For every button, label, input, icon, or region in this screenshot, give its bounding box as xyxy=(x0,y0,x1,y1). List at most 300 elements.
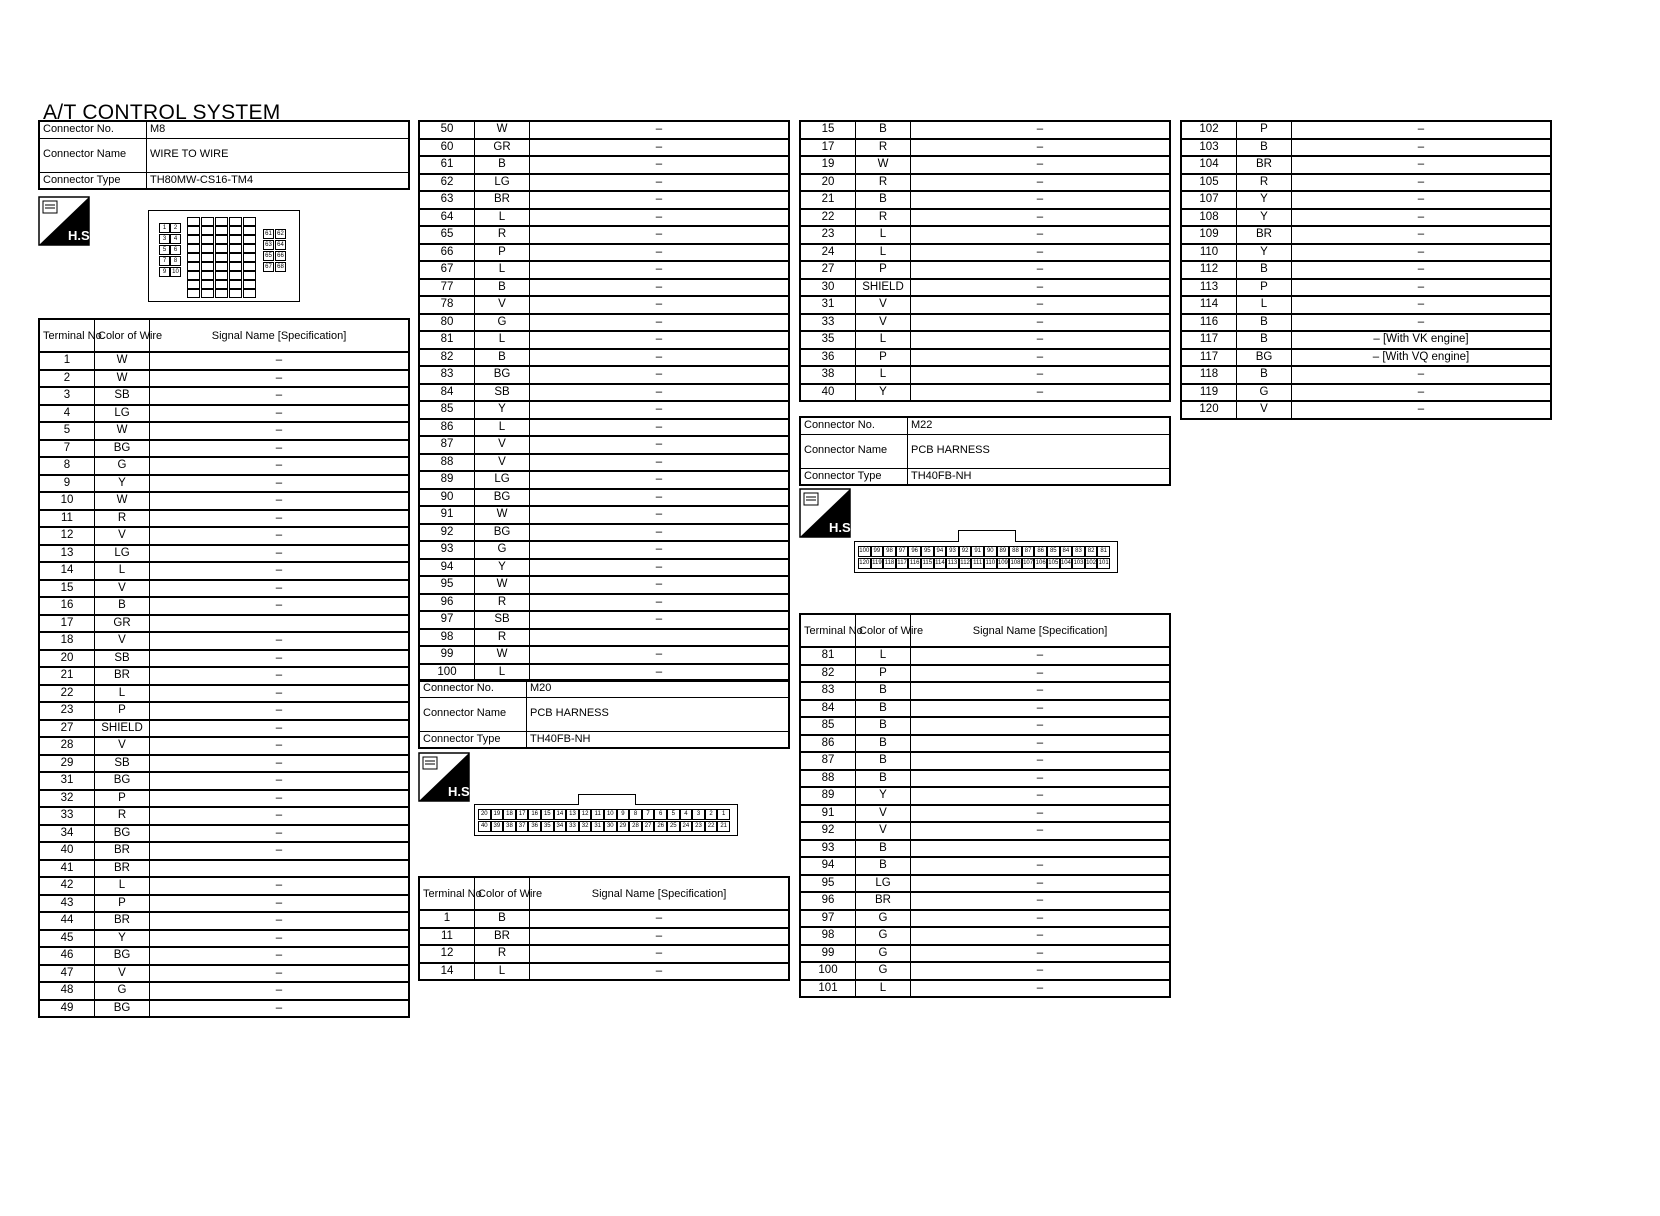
signal-name-cell: – [With VK engine] xyxy=(1292,331,1552,349)
wire-color-cell: R xyxy=(856,174,911,192)
table-row xyxy=(419,279,789,297)
wire-color-cell: L xyxy=(475,331,530,349)
table-row xyxy=(800,945,1170,963)
terminal-no-cell: 45 xyxy=(39,930,95,948)
pin-cell: 31 xyxy=(591,821,604,832)
wire-color-cell: V xyxy=(856,296,911,314)
pin-cell xyxy=(229,289,242,298)
terminal-no-cell: 95 xyxy=(419,576,475,594)
terminal-no-cell: 1 xyxy=(39,352,95,370)
wire-color-cell: SB xyxy=(95,650,150,668)
pin-cell: 82 xyxy=(1085,546,1098,557)
signal-name-cell: – xyxy=(150,685,410,703)
wire-color-cell: L xyxy=(475,419,530,437)
pin-cell xyxy=(187,244,200,253)
signal-name-cell: – xyxy=(1292,314,1552,332)
wire-color-cell: L xyxy=(475,261,530,279)
terminal-no-cell: 100 xyxy=(419,664,475,682)
table-row xyxy=(39,387,409,405)
pin-cell: 105 xyxy=(1047,558,1060,569)
terminal-no-cell: 93 xyxy=(800,840,856,858)
signal-name-cell: – xyxy=(1292,139,1552,157)
wire-color-cell: P xyxy=(475,244,530,262)
table-row xyxy=(800,296,1170,314)
table-row xyxy=(800,822,1170,840)
terminal-no-cell: 83 xyxy=(800,682,856,700)
signal-name-cell: – xyxy=(530,928,790,946)
table-row xyxy=(419,314,789,332)
signal-name-cell: – xyxy=(150,422,410,440)
pin-cell: 28 xyxy=(629,821,642,832)
table-row xyxy=(419,384,789,402)
wire-color-cell: P xyxy=(95,702,150,720)
terminal-no-cell: 67 xyxy=(419,261,475,279)
table-row xyxy=(800,840,1170,858)
pin-cell: 3 xyxy=(692,809,705,820)
pin-cell: 32 xyxy=(579,821,592,832)
table-row xyxy=(419,209,789,227)
signal-name-cell: – xyxy=(530,541,790,559)
terminal-no-cell: 15 xyxy=(800,121,856,139)
pin-cell: 20 xyxy=(478,809,491,820)
table-row xyxy=(39,877,409,895)
terminal-no-cell: 82 xyxy=(419,349,475,367)
wire-color-cell: BG xyxy=(1237,349,1292,367)
signal-name-cell: – xyxy=(530,226,790,244)
wire-color-cell: W xyxy=(95,352,150,370)
terminal-no-cell: 91 xyxy=(419,506,475,524)
terminal-no-header: Terminal No. xyxy=(800,614,856,647)
signal-name-cell: – xyxy=(1292,244,1552,262)
signal-name-cell: – xyxy=(150,825,410,843)
terminal-no-cell: 21 xyxy=(800,191,856,209)
signal-name-cell: – xyxy=(530,664,790,682)
pin-cell xyxy=(201,253,214,262)
column-2-m20-table xyxy=(418,876,790,981)
table-row xyxy=(800,805,1170,823)
pin-cell xyxy=(201,217,214,226)
terminal-no-cell: 86 xyxy=(419,419,475,437)
wire-color-cell: B xyxy=(1237,366,1292,384)
terminal-no-cell: 15 xyxy=(39,580,95,598)
wire-color-cell: SB xyxy=(95,755,150,773)
connector-name-value: WIRE TO WIRE xyxy=(147,138,410,172)
column-3-m22-table xyxy=(799,613,1171,998)
wire-color-cell: V xyxy=(856,314,911,332)
terminal-no-cell: 2 xyxy=(39,370,95,388)
terminal-table-m22-cont xyxy=(1180,120,1552,420)
terminal-no-cell: 80 xyxy=(419,314,475,332)
table-row xyxy=(1181,384,1551,402)
table-row xyxy=(1181,226,1551,244)
wire-color-cell: B xyxy=(475,156,530,174)
pin-cell: 5 xyxy=(667,809,680,820)
pin-cell: 23 xyxy=(692,821,705,832)
pin-cell xyxy=(215,271,228,280)
wire-color-cell: R xyxy=(856,139,911,157)
pin-cell xyxy=(243,262,256,271)
wire-color-cell: BG xyxy=(475,366,530,384)
pin-cell xyxy=(187,217,200,226)
signal-name-cell: – xyxy=(150,790,410,808)
signal-name-cell: – xyxy=(530,611,790,629)
pin-cell xyxy=(243,217,256,226)
pin-cell: 99 xyxy=(871,546,884,557)
signal-name-cell: – xyxy=(911,121,1171,139)
terminal-no-cell: 31 xyxy=(800,296,856,314)
terminal-no-cell: 92 xyxy=(800,822,856,840)
wire-color-cell: V xyxy=(856,805,911,823)
table-row xyxy=(800,139,1170,157)
terminal-table-m8 xyxy=(38,318,410,1018)
signal-name-cell: – xyxy=(150,527,410,545)
wire-color-cell: R xyxy=(475,226,530,244)
table-row xyxy=(1181,121,1551,139)
table-row xyxy=(419,401,789,419)
terminal-no-cell: 94 xyxy=(419,559,475,577)
terminal-no-cell: 12 xyxy=(39,527,95,545)
signal-name-cell: – xyxy=(911,962,1171,980)
column-4-table xyxy=(1180,120,1552,420)
signal-name-cell: – xyxy=(1292,296,1552,314)
pin-cell: 119 xyxy=(871,558,884,569)
connector-m22-latch xyxy=(958,530,1016,542)
signal-name-cell: – xyxy=(150,930,410,948)
signal-name-cell: – xyxy=(150,405,410,423)
pin-cell xyxy=(215,226,228,235)
signal-name-cell: – xyxy=(1292,209,1552,227)
terminal-no-cell: 90 xyxy=(419,489,475,507)
pin-cell xyxy=(229,262,242,271)
table-row xyxy=(800,980,1170,998)
signal-name-cell: – xyxy=(530,244,790,262)
terminal-no-cell: 62 xyxy=(419,174,475,192)
pin-cell: 24 xyxy=(680,821,693,832)
signal-header: Signal Name [Specification] xyxy=(530,877,790,910)
wire-color-cell: W xyxy=(95,422,150,440)
wire-color-cell: Y xyxy=(856,384,911,402)
signal-name-cell: – xyxy=(150,457,410,475)
terminal-no-cell: 60 xyxy=(419,139,475,157)
terminal-no-cell: 3 xyxy=(39,387,95,405)
connector-no-label: Connector No. xyxy=(39,121,147,138)
wire-color-cell: L xyxy=(475,664,530,682)
pin-cell: 63 xyxy=(263,240,274,250)
wire-color-cell: B xyxy=(856,191,911,209)
table-row xyxy=(800,156,1170,174)
terminal-no-cell: 116 xyxy=(1181,314,1237,332)
pin-cell: 7 xyxy=(642,809,655,820)
pin-cell xyxy=(187,280,200,289)
signal-name-cell: – xyxy=(530,489,790,507)
wire-color-cell: P xyxy=(1237,279,1292,297)
signal-name-cell: – xyxy=(530,296,790,314)
table-row xyxy=(39,772,409,790)
pin-cell: 6 xyxy=(170,245,181,255)
terminal-no-cell: 13 xyxy=(39,545,95,563)
table-row xyxy=(419,506,789,524)
terminal-no-cell: 42 xyxy=(39,877,95,895)
signal-name-cell: – xyxy=(1292,261,1552,279)
terminal-no-cell: 5 xyxy=(39,422,95,440)
wire-color-cell: B xyxy=(856,735,911,753)
hs-badge-m22 xyxy=(799,488,855,538)
pin-cell xyxy=(215,280,228,289)
wire-color-cell: G xyxy=(475,541,530,559)
terminal-no-cell: 82 xyxy=(800,665,856,683)
wire-color-cell: Y xyxy=(1237,191,1292,209)
pin-cell xyxy=(215,244,228,253)
table-row xyxy=(419,261,789,279)
connector-no-value: M22 xyxy=(908,417,1171,434)
signal-name-cell: – xyxy=(150,387,410,405)
wire-color-cell: LG xyxy=(475,471,530,489)
terminal-no-cell: 1 xyxy=(419,910,475,928)
table-row xyxy=(1181,314,1551,332)
pin-cell: 22 xyxy=(705,821,718,832)
wire-color-cell: BR xyxy=(95,667,150,685)
signal-name-cell: – xyxy=(911,665,1171,683)
wire-color-cell: Y xyxy=(95,475,150,493)
pin-cell xyxy=(243,235,256,244)
pin-cell xyxy=(187,271,200,280)
wire-color-cell: L xyxy=(475,209,530,227)
wire-color-cell: W xyxy=(95,492,150,510)
table-row xyxy=(39,1000,409,1018)
signal-name-cell: – [With VQ engine] xyxy=(1292,349,1552,367)
pin-cell: 6 xyxy=(654,809,667,820)
terminal-no-cell: 120 xyxy=(1181,401,1237,419)
signal-name-cell: – xyxy=(911,787,1171,805)
connector-name-value: PCB HARNESS xyxy=(527,697,790,731)
table-row xyxy=(419,611,789,629)
pin-cell: 109 xyxy=(997,558,1010,569)
pin-cell xyxy=(187,289,200,298)
table-row xyxy=(39,615,409,633)
table-row xyxy=(800,279,1170,297)
column-2-table xyxy=(418,120,790,682)
signal-name-cell: – xyxy=(911,700,1171,718)
signal-name-cell: – xyxy=(911,261,1171,279)
wire-color-cell: L xyxy=(856,226,911,244)
table-row xyxy=(800,700,1170,718)
connector-type-value: TH40FB-NH xyxy=(527,731,790,748)
terminal-no-cell: 103 xyxy=(1181,139,1237,157)
table-row xyxy=(800,875,1170,893)
table-row xyxy=(39,965,409,983)
table-row xyxy=(39,650,409,668)
pin-cell: 8 xyxy=(629,809,642,820)
wire-color-cell: B xyxy=(856,840,911,858)
table-row xyxy=(800,787,1170,805)
connector-name-label: Connector Name xyxy=(419,697,527,731)
pin-cell: 84 xyxy=(1060,546,1073,557)
signal-name-cell: – xyxy=(911,910,1171,928)
table-row xyxy=(419,191,789,209)
wire-color-cell: SB xyxy=(475,611,530,629)
pin-cell: 16 xyxy=(528,809,541,820)
terminal-no-cell: 28 xyxy=(39,737,95,755)
terminal-no-cell: 4 xyxy=(39,405,95,423)
signal-name-cell xyxy=(911,840,1171,858)
wire-color-cell: L xyxy=(856,980,911,998)
wire-color-cell: R xyxy=(95,807,150,825)
table-row xyxy=(419,910,789,928)
table-row xyxy=(419,928,789,946)
connector-name-label: Connector Name xyxy=(800,434,908,468)
wire-color-cell: B xyxy=(856,700,911,718)
terminal-no-cell: 89 xyxy=(419,471,475,489)
pin-cell xyxy=(229,244,242,253)
terminal-no-cell: 22 xyxy=(39,685,95,703)
pin-cell: 89 xyxy=(997,546,1010,557)
signal-name-cell: – xyxy=(150,772,410,790)
table-row xyxy=(800,752,1170,770)
terminal-no-cell: 98 xyxy=(800,927,856,945)
column-1-table xyxy=(38,318,410,1018)
terminal-no-cell: 104 xyxy=(1181,156,1237,174)
pin-cell xyxy=(201,235,214,244)
signal-name-cell: – xyxy=(150,720,410,738)
signal-name-cell xyxy=(150,860,410,878)
terminal-no-cell: 81 xyxy=(419,331,475,349)
terminal-no-cell: 100 xyxy=(800,962,856,980)
pin-cell: 10 xyxy=(604,809,617,820)
wire-color-cell: BG xyxy=(475,489,530,507)
column-3-table xyxy=(799,120,1171,402)
terminal-no-cell: 24 xyxy=(800,244,856,262)
signal-name-cell: – xyxy=(150,737,410,755)
signal-name-cell: – xyxy=(530,594,790,612)
table-row xyxy=(39,860,409,878)
wire-color-cell: R xyxy=(475,594,530,612)
pin-cell: 101 xyxy=(1097,558,1110,569)
wire-color-cell: B xyxy=(856,770,911,788)
signal-name-cell: – xyxy=(530,559,790,577)
terminal-no-cell: 78 xyxy=(419,296,475,314)
terminal-no-cell: 98 xyxy=(419,629,475,647)
wire-color-cell: BR xyxy=(475,928,530,946)
pin-cell: 34 xyxy=(554,821,567,832)
svg-text:H.S.: H.S. xyxy=(68,228,94,243)
terminal-no-cell: 101 xyxy=(800,980,856,998)
pin-cell: 83 xyxy=(1072,546,1085,557)
terminal-no-cell: 65 xyxy=(419,226,475,244)
signal-name-cell: – xyxy=(530,524,790,542)
signal-name-cell: – xyxy=(150,562,410,580)
pin-cell: 120 xyxy=(858,558,871,569)
table-row xyxy=(419,226,789,244)
terminal-no-cell: 16 xyxy=(39,597,95,615)
table-row xyxy=(800,857,1170,875)
signal-name-cell: – xyxy=(911,314,1171,332)
table-row xyxy=(800,121,1170,139)
terminal-no-cell: 88 xyxy=(800,770,856,788)
table-row xyxy=(39,720,409,738)
signal-name-cell: – xyxy=(530,349,790,367)
wire-color-cell: Y xyxy=(475,559,530,577)
pin-cell: 4 xyxy=(170,234,181,244)
signal-name-cell: – xyxy=(530,121,790,139)
table-row xyxy=(1181,174,1551,192)
pin-cell: 2 xyxy=(705,809,718,820)
pin-cell: 38 xyxy=(503,821,516,832)
signal-name-cell: – xyxy=(911,805,1171,823)
wire-color-cell: V xyxy=(95,632,150,650)
connector-m22-info xyxy=(799,416,1171,486)
signal-name-cell: – xyxy=(150,352,410,370)
terminal-no-cell: 36 xyxy=(800,349,856,367)
signal-name-cell: – xyxy=(911,139,1171,157)
terminal-table-m20-cont xyxy=(799,120,1171,402)
table-row xyxy=(419,174,789,192)
connector-m20-block xyxy=(418,679,790,749)
pin-cell: 112 xyxy=(959,558,972,569)
signal-name-cell: – xyxy=(911,857,1171,875)
signal-name-cell: – xyxy=(150,895,410,913)
wire-color-cell: Y xyxy=(856,787,911,805)
wire-color-cell: G xyxy=(95,982,150,1000)
signal-name-cell: – xyxy=(911,752,1171,770)
pin-cell: 114 xyxy=(934,558,947,569)
signal-name-cell: – xyxy=(530,279,790,297)
wire-color-cell: B xyxy=(856,857,911,875)
hs-badge-m20 xyxy=(418,752,474,802)
table-row xyxy=(39,492,409,510)
pin-cell xyxy=(243,253,256,262)
table-row xyxy=(1181,349,1551,367)
pin-cell: 12 xyxy=(579,809,592,820)
terminal-no-cell: 85 xyxy=(800,717,856,735)
pin-cell: 100 xyxy=(858,546,871,557)
signal-name-cell: – xyxy=(911,209,1171,227)
terminal-no-cell: 112 xyxy=(1181,261,1237,279)
signal-name-cell: – xyxy=(150,912,410,930)
terminal-no-cell: 97 xyxy=(800,910,856,928)
pin-cell xyxy=(215,262,228,271)
terminal-no-cell: 12 xyxy=(419,945,475,963)
wire-color-cell: BG xyxy=(95,1000,150,1018)
wire-color-cell: B xyxy=(95,597,150,615)
signal-name-cell: – xyxy=(911,156,1171,174)
signal-name-cell: – xyxy=(150,545,410,563)
connector-m20-latch xyxy=(578,794,636,805)
table-row xyxy=(1181,366,1551,384)
wire-color-cell: L xyxy=(95,877,150,895)
pin-cell xyxy=(187,253,200,262)
pin-cell: 91 xyxy=(971,546,984,557)
wire-color-cell: P xyxy=(95,895,150,913)
signal-name-cell: – xyxy=(1292,121,1552,139)
table-row xyxy=(39,947,409,965)
terminal-no-cell: 49 xyxy=(39,1000,95,1018)
connector-type-label: Connector Type xyxy=(39,172,147,189)
terminal-no-cell: 18 xyxy=(39,632,95,650)
connector-type-value: TH40FB-NH xyxy=(908,468,1171,485)
signal-name-cell: – xyxy=(150,440,410,458)
pin-cell: 107 xyxy=(1022,558,1035,569)
terminal-no-cell: 8 xyxy=(39,457,95,475)
table-row xyxy=(39,457,409,475)
terminal-no-cell: 23 xyxy=(39,702,95,720)
table-row xyxy=(800,647,1170,665)
terminal-no-cell: 118 xyxy=(1181,366,1237,384)
terminal-no-cell: 87 xyxy=(419,436,475,454)
terminal-no-cell: 33 xyxy=(39,807,95,825)
signal-name-cell: – xyxy=(530,401,790,419)
pin-cell: 116 xyxy=(908,558,921,569)
table-row xyxy=(1181,296,1551,314)
